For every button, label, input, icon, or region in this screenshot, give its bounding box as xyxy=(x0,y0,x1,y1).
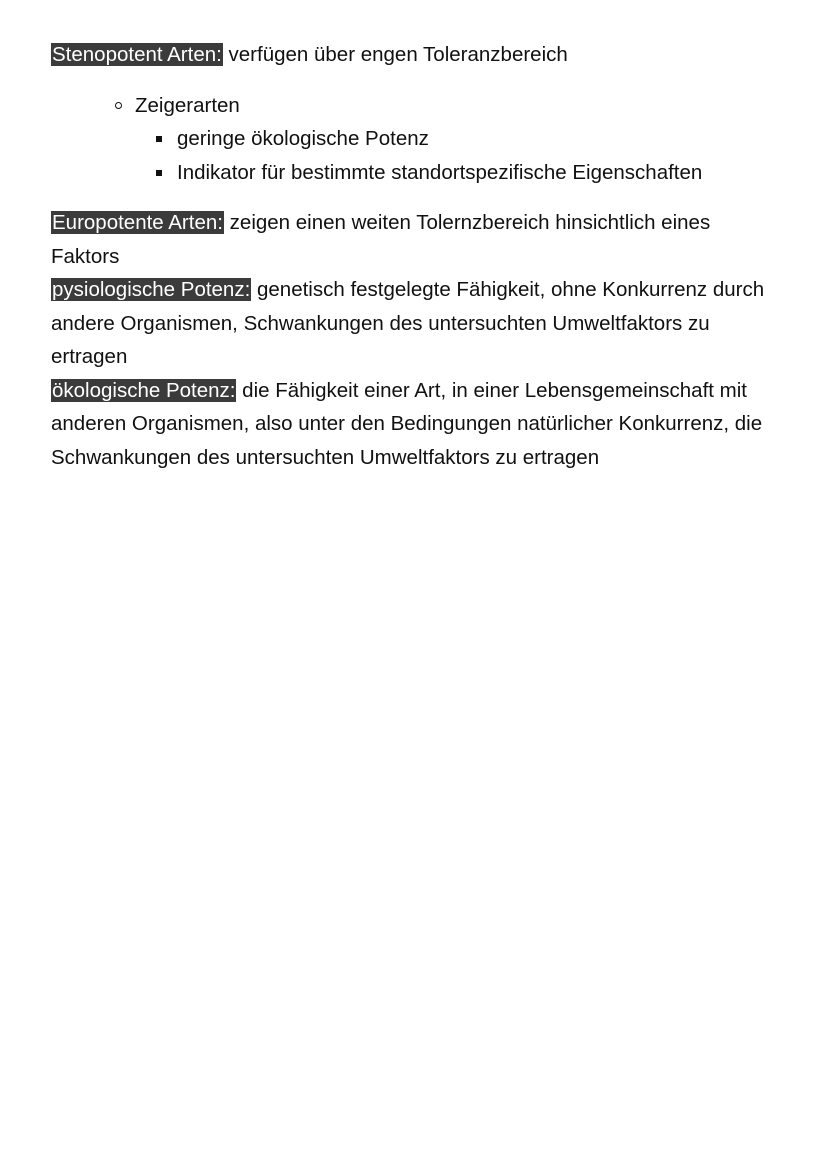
term-highlight: pysiologische Potenz: xyxy=(52,278,251,301)
list-item-label: Indikator für bestimmte standortspezifische Eigenschaften xyxy=(177,160,703,184)
term-highlight: Stenopotent Arten: xyxy=(52,43,222,66)
entry-stenopotent xyxy=(51,38,781,72)
definition-text: verfügen über engen Toleranzbereich xyxy=(222,43,568,66)
sublist-level2 xyxy=(135,122,781,189)
list-item-label: geringe ökologische Potenz xyxy=(177,127,429,150)
term-highlight: Europotente Arten: xyxy=(52,211,223,234)
sublist-level1 xyxy=(51,89,781,190)
entry-physiologische-potenz xyxy=(51,273,781,374)
definition-text: zeigen einen weiten Tolernzbereich hinsichtlich eines Faktors xyxy=(51,211,711,268)
list-item xyxy=(156,122,781,156)
list-item-label: Zeigerarten xyxy=(135,93,240,117)
document-page xyxy=(51,38,781,474)
square-bullet-icon xyxy=(156,170,162,176)
circle-bullet-icon xyxy=(115,102,122,109)
term-highlight: ökologische Potenz: xyxy=(52,378,236,402)
entry-europotent xyxy=(51,206,781,273)
entry-oekologische-potenz xyxy=(51,374,781,475)
square-bullet-icon xyxy=(156,136,162,142)
definition-text: genetisch festgelegte Fähigkeit, ohne Konkurrenz durch andere Organismen, Schwankungen des untersuchten Umweltfaktors zu ertragen xyxy=(51,278,765,368)
definition-text: die Fähigkeit einer Art, in einer Lebensgemeinschaft mit anderen Organismen, also unter den Bedingungen natürlicher Konkurrenz, die Schwankungen des untersuchten Umweltfaktors zu ertragen xyxy=(51,378,763,469)
list-item xyxy=(156,156,781,190)
list-item xyxy=(115,89,781,190)
